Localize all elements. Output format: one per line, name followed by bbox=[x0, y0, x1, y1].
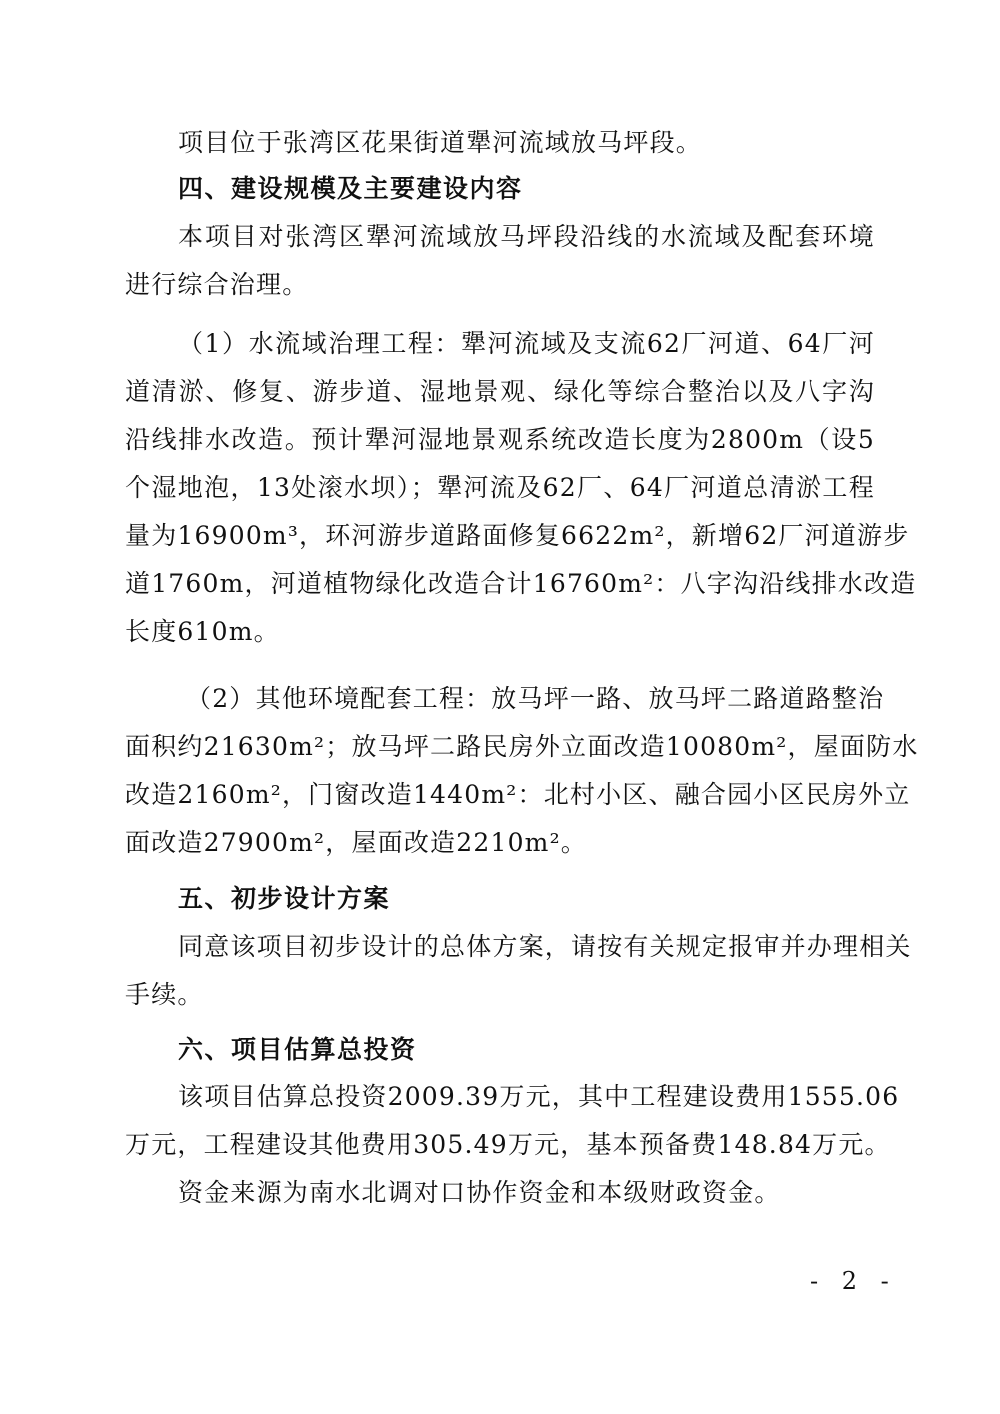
section-heading-5: 五、初步设计方案 bbox=[178, 884, 391, 913]
item-2-line-4: 面改造27900m²，屋面改造2210m²。 bbox=[125, 828, 588, 857]
item-1-line-3: 沿线排水改造。预计犟河湿地景观系统改造长度为2800m（设5 bbox=[125, 425, 875, 454]
item-2-line-3: 改造2160m²，门窗改造1440m²：北村小区、融合园小区民房外立 bbox=[125, 780, 911, 809]
paragraph-design-line-1: 同意该项目初步设计的总体方案，请按有关规定报审并办理相关 bbox=[178, 932, 912, 961]
section-heading-6: 六、项目估算总投资 bbox=[178, 1035, 417, 1064]
item-1-line-1: （1）水流域治理工程：犟河流域及支流62厂河道、64厂河 bbox=[178, 329, 875, 358]
item-2-line-1: （2）其他环境配套工程：放马坪一路、放马坪二路道路整治 bbox=[186, 684, 885, 713]
paragraph-funding: 资金来源为南水北调对口协作资金和本级财政资金。 bbox=[178, 1178, 781, 1207]
item-1-line-7: 长度610m。 bbox=[125, 617, 280, 646]
item-2-line-2: 面积约21630m²；放马坪二路民房外立面改造10080m²，屋面防水 bbox=[125, 732, 919, 761]
item-1-line-6: 道1760m，河道植物绿化改造合计16760m²：八字沟沿线排水改造 bbox=[125, 569, 917, 598]
paragraph-scope-line-2: 进行综合治理。 bbox=[125, 270, 309, 299]
paragraph-location: 项目位于张湾区花果街道犟河流域放马坪段。 bbox=[178, 128, 703, 157]
paragraph-design-line-2: 手续。 bbox=[125, 980, 204, 1009]
item-1-line-5: 量为16900m³，环河游步道路面修复6622m²，新增62厂河道游步 bbox=[125, 521, 910, 550]
paragraph-investment-line-1: 该项目估算总投资2009.39万元，其中工程建设费用1555.06 bbox=[178, 1082, 900, 1111]
paragraph-investment-line-2: 万元，工程建设其他费用305.49万元，基本预备费148.84万元。 bbox=[125, 1130, 891, 1159]
page-number: - 2 - bbox=[810, 1267, 897, 1295]
paragraph-scope-line-1: 本项目对张湾区犟河流域放马坪段沿线的水流域及配套环境 bbox=[178, 222, 875, 251]
item-1-line-4: 个湿地泡，13处滚水坝）；犟河流及62厂、64厂河道总清淤工程 bbox=[125, 473, 875, 502]
item-1-line-2: 道清淤、修复、游步道、湿地景观、绿化等综合整治以及八字沟 bbox=[125, 377, 875, 406]
section-heading-4: 四、建设规模及主要建设内容 bbox=[178, 174, 523, 203]
